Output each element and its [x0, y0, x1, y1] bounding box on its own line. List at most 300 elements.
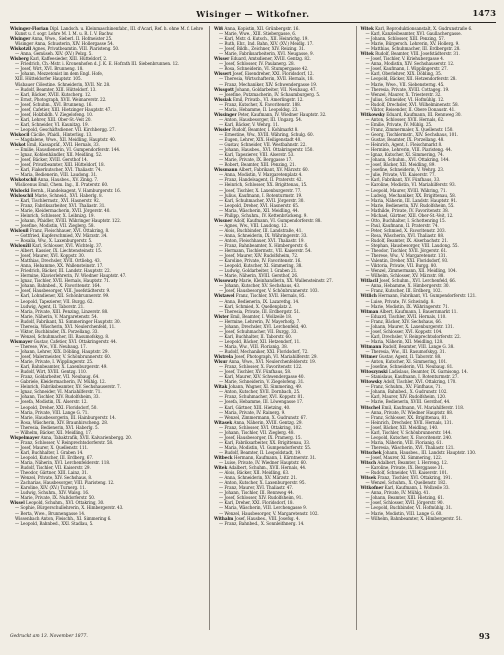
entry-text: — Johann, Mezzetonist im dem Engl. Hofe,	[15, 71, 104, 77]
entry-text: — Theresia, Wäscherin, XVI. Neulerchenfeld, 11.	[15, 323, 116, 329]
entry-text: Josef, Eisendreher, XXI. Floridsdorf, 12.	[232, 71, 314, 77]
entry-text: — Anton, Kutscher, XVII. Dornbach, 25.	[218, 389, 301, 395]
entry-text: Karl, Kaufmann, I. Wollzeile 33.	[384, 485, 450, 491]
entry-text: — Karl, Fabrikant, XV. Fünfhaus, 33.	[365, 177, 441, 183]
entry-text: — Leopold, Kutscher, X. Favoritenstr. 240.	[365, 434, 453, 440]
entry-text: — Johann, Drechsler, XVI. Lerchenfeld, 40.	[218, 323, 308, 329]
entry-text: Franz, Tischler, XVII. Hernals, 85.	[235, 293, 306, 299]
entry-text: Kunst u. f. sogr. Lehre M. I. M. u. R. I. V. Bachw.	[15, 31, 114, 37]
entry-text: — Karl, Dreher, XXI. Floridsdorf, 18.	[218, 500, 294, 506]
entry-surname: Wiskotzil	[10, 46, 32, 52]
entry-text: — Ignaz, Schneider, VI. Mariahilferstr. 71.	[15, 389, 102, 395]
entry-text: — Franz, Schlosser, XX. Brigittenau, 81.	[365, 414, 448, 420]
entry-text: — Karl, Buchhalter, II. Taborstr. 60.	[218, 333, 292, 339]
entry-text: — Rosa, Schneiderin, VI. Stumpergasse 42.	[218, 66, 309, 72]
entry-text: — Karl, Maurer, XIV. Schwendergasse 40.	[218, 374, 305, 380]
entry-text: — Josef, Hausbesorger, VIII. Josefstädterstr. 9.	[15, 288, 111, 294]
entry-text: — Josef, Privatbeamter, XIII. Hütteldorf, 18.	[15, 162, 105, 168]
entry-surname: Witsek	[360, 475, 377, 481]
entry-text: — Ignaz, Kohlenhändler, XII. Meidling, 52.	[15, 152, 103, 158]
entry-text: — Franz, Bäcker, XIV. Sechshaus, 66.	[365, 318, 442, 324]
entry-surname: Wissiak	[213, 96, 232, 102]
entry-text: — Karl, Schuhmacher, XVII. Jörgerstr. 30.	[218, 197, 305, 203]
entry-text: — Maria, Private, XIII. Penzing, Linzerstr. 88.	[15, 308, 109, 314]
entry-text: Bernh., Handelsagent, V. Hamburgerstr. 16.	[30, 187, 121, 193]
running-header	[10, 7, 496, 21]
entry-text: — Rudolf, Mechaniker, XXI. Floridsdorf, 72.	[218, 349, 309, 354]
entry-text: — Theresia, Bedienerin, XVI. Haberlg. 5.	[15, 424, 99, 430]
entry-surname: Wister	[213, 313, 229, 319]
entry-text: — Karl, Fabriksarbeiter, XX. Brigittenau, 33.	[218, 439, 311, 445]
entry-text: — Franz, Fabriksarbeiter, XVI. Thaliastr. 31.	[15, 202, 106, 208]
directory-entry	[361, 516, 497, 521]
entry-text: — Johann, Tischler, VII. Zieglerg. 48.	[218, 429, 295, 435]
entry-text: — Gottfried, Kupferschmied, XV. Märzstr. 34.	[15, 232, 108, 238]
entry-text: Wisbauer Cölestine. Schneiderin, XVII. Nr. 28.	[15, 81, 111, 87]
entry-text: Emil, Beamter, I. Wollzeile 18.	[230, 313, 293, 319]
entry-text: — Rudolf, Tischler, VII. Kaiserstr. 29.	[15, 465, 91, 471]
entry-surname: Wissler	[213, 126, 231, 132]
entry-text: — Wenzel, Schuhm., X. Quellenstr. 182.	[365, 480, 447, 486]
entry-surname: Wisloschil	[10, 192, 34, 198]
entry-text: — Matthias, Schuhmacher, III. Erdbergstr. 28.	[365, 46, 461, 52]
entry-surname: Wissowaty	[213, 278, 238, 284]
entry-text: Ladislaus, Beamter, IX. Garnisong. 14.	[388, 369, 468, 375]
entry-text: — Rosalia, Ww., X. Laxenburgerstr. 5.	[15, 237, 93, 243]
entry-text: — Emilie, Private, IV. Mühlg. 25.	[365, 121, 433, 127]
entry-text: — Wenzel, Zimmermann, X. Gudrunstr. 67.	[218, 414, 308, 420]
entry-surname: Wismayer	[10, 338, 33, 344]
directory-entry	[214, 521, 350, 526]
entry-text: — Josef, Maurer, XVI. Koppstr. 30.	[15, 253, 85, 259]
entry-text: Emil, Kaufmann, VI. Mariahilferstr. 118.	[381, 404, 465, 410]
entry-text: — Karoline, Private, IV. Favoritenstr. 16.	[218, 258, 302, 264]
entry-text: — Johann, Lehrer, XIX. Döbling, Hauptstr. 29.	[15, 349, 109, 354]
entry-text: Adolf, Tischler, XVI. Ottakring, 170.	[383, 379, 457, 385]
entry-text: Albert, Fabrikant, XV. Märzstr. 60.	[238, 167, 309, 173]
entry-text: — Sophie, Bürgerschullehrerin, X. Himbergerstr. 43.	[15, 505, 124, 511]
entry-surname: Wiskot	[10, 142, 26, 148]
entry-text: Eduard, Kaufmann, III. Rennweg 30.	[386, 111, 462, 117]
entry-text: — Josef, Schlosser, XVI. Koppstr. 104.	[365, 328, 443, 334]
entry-surname: Witak	[213, 384, 228, 390]
entry-text: — Marie, Wwe., XIII. Stiebergasse, 6.	[218, 31, 297, 37]
entry-surname: Witmer	[360, 354, 378, 360]
entry-surname: Wisberg	[10, 56, 29, 62]
entry-text: — Marie, Wwe., VII. Siebensterng. 45.	[365, 81, 445, 87]
entry-text: Emil, Privatb., VI. Amerlingstr. 12.	[232, 96, 304, 102]
entry-text: — Leopold, Maurer, XVIII. Währing, 71.	[365, 187, 447, 193]
entry-text: — Josef, Tischler, X. Laxenburgerstr. 77.	[218, 187, 302, 193]
entry-text: — Leopold, Tapezierer, VII. Burgg. 62.	[15, 298, 94, 304]
entry-text: — Marie, Näherin, V. Margaretenstr. 54.	[15, 313, 98, 319]
directory-entry	[10, 521, 203, 526]
entry-text: — Josef, Wirt, XVI. Brunneng. 18.	[15, 66, 84, 72]
entry-text: — Georg, Tischlermstr., XIV. Sechshaus, 101.	[365, 131, 459, 137]
entry-text: — Albert, Kassier, IX. Liechtensteinstr. 15.	[15, 248, 102, 254]
entry-text: — Anna, Modistin, XIV. Sechshauserstr. 12.	[365, 61, 455, 67]
entry-text: — Friedrich, Ch.-Mstr. i. Kronenhofen d. J. K. E. Hofrath III. Siebenbrunnen. 12.	[15, 61, 180, 67]
entry-text: Anna, Wwe., Sieberl. II. Hofmeister 25.	[31, 36, 113, 42]
entry-text: — Josef, Hausbesorger, V. Schönbrunnerstr. 103.	[218, 288, 319, 294]
entry-text: Josef, Schuhm., XVI. Lerchenfeld, 66.	[379, 278, 456, 284]
entry-surname: Wistrela	[213, 354, 234, 360]
entry-text: — Franz, Bahnbed., X. Sonnleithnerg. 14.	[218, 520, 305, 526]
entry-text: Marie, Schneid., XVI. Haberlg. 8.	[34, 192, 103, 198]
entry-text: — Ernst, Photograph, XVII. Weimarerstr. 22.	[15, 96, 107, 102]
entry-text: — Josef, Holzbildh. V. Ziegelofeng. 10.	[15, 111, 94, 117]
entry-surname: Wissert	[213, 71, 232, 77]
entry-text: — Josef, Bildh., Zeichner, XIV. Reizing. 31.	[218, 46, 306, 52]
entry-text: Anna, Näherin, XVIII. Gentzg. 29.	[233, 419, 303, 425]
entry-text: — Hermine, Lehrerin, VIII. Piaristeng. 44.	[365, 147, 452, 153]
entry-surname: Witek	[213, 465, 228, 471]
entry-text: — Viktor, Buchbinder, IX. Porzellang. 33.	[15, 328, 99, 334]
entry-text: — Josef, Schlosser, XIV. Rudolfsheim, 91.	[218, 495, 303, 501]
entry-text: — Viktor, Reisender, II. Obere Donaustr. 41.	[365, 106, 456, 112]
entry-text: — Franz, Schuhm., XV. Fünfhaus, 71.	[365, 384, 442, 390]
entry-text: Johann, Goldarbeiter, VII. Neubaug. 47.	[235, 86, 317, 92]
entry-text: — Maria, Näherin, VIII. Florianig. 61.	[365, 439, 443, 445]
entry-text: — Karoline, Modistin, VI. Mariahilferstr. 93.	[365, 182, 456, 188]
entry-text: — Ludwig, Goldarbeiter, I. Graben 21.	[218, 268, 298, 274]
entry-text: — Gustav, Schneider, VII. Westbahnstr. 22.	[218, 142, 307, 148]
entry-text: — Karl, Maurer, XIV. Rudolfsheim, 120.	[365, 394, 447, 400]
entry-text: — Ignaz, Tischler, XVII. Hernals, Hauptstr. 71.	[15, 278, 111, 284]
entry-text: — Maria, Private, IV. Rainerg. 9.	[218, 409, 286, 415]
entry-text: — Rudolf, Beamter, II. Leopoldstadt, 19.	[218, 449, 302, 455]
entry-text: — Heinrich, Schlosser, XX. Brigittenau, 15.	[218, 182, 308, 188]
entry-text: — Rudolf, Drechsler, XVI. Wilhelminenstr. 58.	[365, 101, 459, 107]
entry-text: — Marie, Bedienerin, XIV. Rudolfsheim, 55.	[365, 202, 455, 208]
entry-text: — Julie, Private, VII. Kaiserstr. 77.	[365, 172, 436, 178]
entry-text: — Josef, Tischler, V. Kriehubergasse 4.	[365, 56, 445, 62]
entry-text: Gustav, Agent, II. Taborstr. 88.	[378, 354, 442, 360]
entry-text: — Luise, Private, IV. Schwindg. 8.	[365, 298, 435, 304]
entry-text: Karl, Kaffeesieder, XIII. Hütteldorf, 2.	[30, 56, 108, 62]
entry-text: — Theodor, Gärtner, XIII. Lainz, 31.	[15, 470, 89, 476]
entry-surname: Witkofner	[360, 485, 384, 491]
page-number: 1473	[472, 9, 496, 19]
entry-surname: Witasek	[213, 419, 233, 425]
entry-text: — Anton, Schlosser, XVII. Hernals, 62.	[365, 116, 445, 122]
entry-text: — Karl, Mstr. d. Kutsch., XII. Heinrichg. 19.	[218, 36, 309, 42]
entry-text: — Josef, Maurer, XIV. Rudolfsheim, 72.	[218, 253, 299, 259]
entry-text: Franz, Fleischhauer, XVI. Ottakring, 8.	[29, 227, 110, 233]
entry-text: — Franz, Mechaniker, XIV. Schwendergasse 19.	[218, 81, 318, 87]
entry-text: — Leopold, Buchbinder, VI. Hofmühlg. 31.	[365, 505, 453, 511]
entry-text: Anna, Wwe., XVI. Neulerchenfelderstr. 19.	[228, 359, 316, 365]
entry-text: — Rosa, Wäscherin, XVI. Thaliastr. 88.	[365, 232, 445, 238]
entry-text: Adalbert, Schuhm., XVII. Hernals, 44.	[228, 465, 307, 471]
entry-text: — Stephan, Hausbesorger, VIII. Laudong. 55.	[365, 243, 459, 249]
entry-text: — Anna, Modistin, V. Margaretenplatz 4.	[218, 172, 303, 178]
entry-text: — Franz, Maurer, XVI. Thaliastr. 47.	[218, 485, 294, 491]
entry-text: — Josef, Schuhm., XVI. Brunneng. 16.	[15, 101, 93, 107]
entry-text: — Agnes, Ww., VIII. Laudong. 12.	[218, 222, 288, 228]
entry-text: — Johann, Bahnbed., X. Favoritenstr. 164.	[15, 283, 101, 289]
entry-text: — Hermine, Lehrerin, IV. Mayerhofg. 7.	[218, 318, 301, 324]
entry-text: — Anna, Gemüseh. XIV. (XV.) Pelzg. 5.	[15, 51, 93, 57]
entry-text: — Marie, Modistin, IX. Währingerstr. 71.	[365, 303, 449, 309]
entry-text: — Johann, Kutscher, XV. Sechshaus, 43.	[218, 283, 301, 289]
entry-text: — Ludwig, Mechaniker, XX. Brigittenau, 58.	[365, 192, 456, 198]
entry-surname: Witek	[360, 51, 374, 57]
entry-text: — Anna, Schneiderin, XV. Märzstr. 21.	[218, 475, 298, 481]
entry-text: — Josef, Bäcker, XII. Meidling, 89.	[365, 162, 436, 168]
entry-text: — Wenzel, Maurer, X. Triesterstr. 32.	[365, 91, 442, 97]
entry-text: Josef, Hausbes., VIII. Josefsg. 4.	[234, 515, 300, 521]
entry-text: — Rosa, Wäscherin, XIV. Braunhirscheng. 28.	[15, 419, 109, 425]
entry-text: Emil, Kassapräf., XVII. Hernals, 33.	[27, 142, 100, 148]
entry-text: — Josef, Maurer, X. Quellenstr. 111.	[15, 444, 89, 450]
entry-text: — Rudolf, Beamter, IX. Alserbachstr. 21.	[365, 237, 449, 243]
entry-text: — Josef, Hausbesorger, IX. Pramerg. 15.	[218, 434, 302, 440]
entry-text: — Karl, Kanzleibeamter, XVI. Gaullachergasse.	[365, 31, 462, 37]
entry-text: — Wilhelm, Bäcker, XII. Meidling, 17.	[15, 429, 93, 435]
entry-surname: Witowsky	[360, 379, 383, 385]
entry-text: — Anna, Private, IV. Mühlg. 41.	[365, 490, 430, 496]
entry-text: — Maria, Modistin, VI. Gumpendorferstr. 55.	[218, 444, 312, 450]
entry-text: — Leopold, Bäcker, XII. Hetzendorf, 11.	[218, 338, 301, 344]
entry-text: — Johann, Bahnbed., X. Gudrunstr. 102.	[365, 389, 448, 395]
column-2	[209, 26, 350, 630]
entry-text: — Wenzel, Schuhmacher, III. Rasumofskyg. 8.	[15, 333, 110, 339]
entry-text: — Therese, Ww., V. Margaretenstr. 131.	[365, 253, 447, 259]
entry-text: — Luise, Private, IV. Wiedner Hauptstr. 60.	[218, 460, 308, 466]
entry-text: — Josef, Cafetier, XIII. Hietzinger Hauptstr. 47.	[15, 106, 112, 112]
entry-text: — Josef, Bäcker, XII. Meidling, 140.	[365, 424, 439, 430]
entry-text: — Josef, Schuhmacher, VII. Burgg. 33.	[218, 328, 298, 334]
entry-text: — Marie, Fabriksarbeiterin, XVI. Neugasse, 9.	[218, 51, 314, 57]
entry-text: — Leopold, Dreher, XVI. Hasnerstr. 65.	[218, 202, 300, 208]
entry-text: — Johann, Schuhm., XVI. Ottakring, 144.	[365, 157, 450, 163]
entry-surname: Witschek	[360, 449, 382, 455]
entry-text: — Otto, Buchhalter, I. Schottenring 15.	[365, 217, 446, 223]
entry-text: — Johann, Pfaidler, XVIII. Währinger Hauptstr. 122.	[15, 217, 121, 223]
entry-text: Rudolf, Beamter, VIII. Josefstädterstr. 31.	[375, 51, 460, 57]
entry-text: Cäcilie, Pfaidl., Hinterlisg. 13.	[30, 131, 93, 137]
entry-text: Adolf, Kaufmann, VI. Gumpendorferstr. 88.	[233, 217, 322, 223]
entry-text: — Franz, Kutscher, X. Favoritenstr. 188.	[218, 101, 302, 107]
entry-text: Karl, Schlosser, XVI. Wichtelg. 37.	[32, 243, 103, 249]
entry-text: — Franz, Zimmermaler, X. Quellenstr. 150.	[365, 126, 454, 132]
entry-text: — Johann, Schlosser, XIII. Penzing, 57.	[365, 36, 446, 42]
entry-text: — Leopold, Dreher, XXI. Floridsdorf, 50.	[15, 404, 98, 410]
entry-text: — Gabriele, Kleidermacherin, IV. Mühlg. 12.	[15, 379, 106, 385]
entry-surname: Wislocki	[10, 187, 30, 193]
entry-text: — Karl, Schneider, VI. Kaunitzg. 19.	[15, 121, 89, 127]
entry-text: Anna, Tabaktrafik, XVII. Kalvarienbergg. 20.	[40, 434, 133, 440]
entry-surname: Wisinger-Florian	[10, 26, 49, 31]
entry-text: — Franz, Goldarbeiter, VII. Neubaug. 64.	[15, 374, 100, 380]
entry-text: — Theresia, Private, XVIII. Cottageg. 19.	[365, 86, 450, 92]
entry-text: — Mathilde, Private, IV. Favoritenstr. 38.	[365, 207, 449, 213]
entry-text: — Maria, Näherin, III. Landstr. Hauptstr. 91.	[365, 197, 458, 203]
entry-text: — Marie, Private, I. Wipplingerstr. 25.	[15, 359, 94, 365]
entry-surname: Wissinger	[213, 111, 237, 117]
entry-text: — Theodor, Tischler, XVII. Jörgerstr. 61.	[365, 248, 448, 254]
entry-text: — Anna, Bedienerin, IX. Lazarethg. 14.	[218, 298, 300, 304]
entry-text: — Maria, Wäscherin, VIII. Lerchengasse 9.	[218, 505, 307, 511]
entry-text: — Friedrich, Bäcker, III. Landstr. Hauptstr. 22.	[15, 268, 111, 274]
entry-surname: Wissner	[213, 217, 233, 223]
entry-text: — Josefa, Modistin, IX. Alserstr. 12.	[15, 399, 88, 405]
entry-text: — Anton, Fleischhauer, XVI. Thaliastr. 19.	[218, 237, 305, 243]
entry-text: — Eduard, Tischler, XVII. Hernals, 110.	[365, 313, 447, 319]
entry-text: — Anna, Hebamme, X. Himbergerstr. 30.	[365, 283, 450, 289]
entry-text: — Ernestine, Ww., XVIII. Währing, Schulg. 60.	[218, 131, 314, 137]
entry-text: — Karl, Bäcker, XVIII. Kutscherg. 12.	[15, 91, 92, 97]
entry-surname: Witkowsky	[360, 111, 385, 117]
entry-surname: Witlich	[360, 293, 377, 299]
entry-text: — Johann, Tischler, XIV. Rudolfsheim, 33.	[15, 394, 100, 400]
entry-surname: Wissgott	[213, 86, 234, 92]
entry-text: Rudolf, Beamter, VIII. Lange G. 38.	[382, 343, 455, 349]
entry-text: — Karl, Gärtner, XIII. Hietzing, 40.	[218, 404, 291, 410]
entry-text: Wislicenus Emil, Chem. Ing., II. Praterstr. 60.	[15, 182, 109, 188]
entry-text: XIII. Hütteldorfer Hauptstr. 105.	[15, 76, 82, 82]
entry-surname: Witschel	[360, 404, 381, 410]
entry-text: — Josef, Maurer, XI. Simmering, 122.	[365, 454, 443, 460]
entry-text: — Stanislaus, Kaufmann, I. Rotenturmstr. 27.	[365, 374, 459, 380]
entry-text: Franz, Tischler, XVI. Ottakring, 191.	[377, 475, 452, 481]
entry-text: — Franz, Schlosser, X. Favoritenstr. 122.	[218, 364, 303, 370]
entry-text: — Marie, Bedienerin, XVIII. Gersthof, 44.	[365, 399, 451, 405]
entry-text: Anna, Kopistin, XII. Grünbergstr. 16.	[224, 26, 300, 31]
entry-text: — Hermann, Tischlermstr., VII. Kaiserstr. 54.	[218, 248, 312, 254]
entry-text: — Heinrich, Fabriksbeamter, XV. Sechshauserstr. 7.	[15, 384, 121, 390]
entry-surname: Wiskocil	[10, 131, 30, 137]
entry-text: Anna, Hausbes., XV. Zinkg. 7.	[37, 177, 99, 183]
print-date-note: Gedruckt am 13. November 1877.	[10, 634, 88, 639]
entry-text: — Emilie, Hausdienerin, VI. Gumpendorferstr. 144.	[15, 147, 121, 153]
entry-text: Wisinger Anna, Schusterin, XIV. Hollergasse 54.	[15, 41, 114, 47]
entry-surname: Wiskotschil	[10, 177, 37, 183]
entry-text: Josef, Photograph, VI. Mariahilferstr. 29.	[234, 354, 318, 360]
entry-text: — Philipp, Schuhm., IV. Kettenbrückeng. 9.	[218, 212, 308, 218]
entry-text: — Karl, Buchhalter, I. Graben 14.	[15, 449, 84, 455]
entry-text: — Maria, Hebamme, II. Leopoldsg. 23.	[218, 106, 299, 112]
entry-text: — Maria, Private, VIII. Lange G. 71.	[15, 409, 89, 415]
entry-text: — Theresia, Wäscherin, XVI. Thaliastr. 121.	[365, 444, 455, 450]
entry-text: — Karl, Tischler, V. Schönbrunnerstr. 144.	[365, 429, 452, 435]
entry-text: — Therese, Ww., VII. Neubaug. 17.	[15, 343, 87, 349]
entry-text: — Marie, Modistin, VIII. Lange G. 60.	[365, 510, 443, 516]
entry-surname: Wisur	[213, 359, 228, 365]
entry-text: — Johann, Hausbes., XVI. Ottakringerstr. 150.	[218, 147, 314, 153]
entry-text: — Anton, Hausbesorger, III. Ungarg. 54.	[218, 116, 303, 122]
entry-text: — Rudolf, Wirt, XVIII. Gentzg. 110.	[15, 369, 88, 375]
entry-surname: Wiß	[213, 26, 224, 31]
entry-text: — Ignaz, Kutscher, XI. Simmering, 74.	[365, 152, 444, 158]
entry-surname: Wisloužil	[10, 243, 31, 249]
entry-text: — Leopold, Bahnbed., XXI. Stadlau, 5.	[15, 520, 94, 526]
signature-mark: 93	[478, 631, 490, 641]
entry-text: Dipl. Landsch. u. Kleinmaschinenfabr., III. d'Acarl, Ref. h. ohne M. f. Lehre	[49, 26, 203, 31]
entry-text: — Franz, Kutscher, III. Erdberg, 102.	[365, 288, 442, 294]
entry-text: — Ludwig, Schuhm., XIV. Walsg. 16.	[15, 490, 90, 496]
entry-text: — Josef, Bäcker, XVIII. Gersthof 14.	[15, 157, 88, 163]
entry-surname: Wislouil	[10, 227, 29, 233]
entry-text: — Wenzel, Private, XIV. Sechshaus, 8.	[15, 475, 93, 481]
entry-text: — Leopold, Geschäftsdiener. VII. Kirchbergg. 27.	[15, 126, 116, 132]
entry-text: Leopold, Schuhm., XVI. Ottakring, 30.	[26, 500, 105, 506]
entry-text: Johann, Wagner, XI. Simmering, 49.	[228, 384, 303, 390]
entry-text: — Maria, Näherin, XII. Meidling, 128.	[365, 338, 444, 344]
entry-text: — Peter, Schmied, X. Favoritenstr. 203.	[365, 227, 446, 233]
entry-text: — Theresia, Private, III. Erdbergstr. 51.	[218, 308, 301, 314]
entry-text: — Eugen, Lehrer, XIX. Heiligenstadt 40.	[218, 137, 302, 143]
entry-text: — Karl, Drechsler, V. Reinprechtsdorferstr. 22.	[365, 333, 461, 339]
entry-surname: Witoszynski	[360, 369, 388, 375]
entry-text: — Josefine, Schneiderin, VII. Neubaug. 81.	[365, 364, 454, 370]
entry-surname: Witek	[360, 26, 374, 31]
entry-text: — Marie, Private, IX. Berggasse 17.	[218, 157, 293, 163]
entry-text: — Wenzel, Hausbesorger, V. Margaretenstr. 102.	[218, 510, 319, 516]
entry-text: — Theresia, Ww., III. Rasumofskyg. 31.	[365, 349, 446, 354]
entry-text: — Josef, Schlosser, IV. Paulanerg. 28.	[218, 61, 295, 67]
entry-text: Wissenbach Anton, Fleischh., XI. Simmering 6.	[15, 515, 112, 521]
entry-text: — Karl, Tischlermstr., XVI. Hasnerstr. 92.	[15, 197, 101, 203]
entry-text: — Johann, Tischler, III. Rennweg 44.	[218, 490, 295, 496]
entry-text: — Franz, Schlosser, XVI. Ottakring, 102.	[218, 424, 303, 430]
entry-columns	[10, 26, 496, 630]
entry-text: Johann, Hausbes., III. Landstr. Hauptstr. 130.	[382, 449, 477, 455]
directory-page	[10, 7, 496, 647]
entry-text: Albert, Kaufmann, I. Bauernmarkt 11.	[379, 308, 458, 314]
entry-text: — Marie, Näherin, XVIII. Gersthof, 26.	[218, 273, 299, 279]
entry-surname: Wisinger	[10, 36, 31, 42]
entry-text: — Wilhelm, Bahnbeamter, X. Himbergerstr. 51.	[365, 515, 463, 521]
entry-text: Hermann, Fabrikant, VI. Gumpendorferstr. 121.	[378, 293, 477, 299]
entry-text: — Josefine, Putzmacherin, IV. Schaumburgerg. 5.	[218, 91, 321, 97]
entry-text: Hermann, Kaufmann, I. Kärntnerstr. 31.	[233, 454, 317, 460]
entry-text: Agnes, Privatbeamtin. VIII. Piaristeng. 50.	[32, 46, 120, 52]
entry-text: — Karl, Oberlehrer, XIX. Döbling, 35.	[365, 71, 442, 77]
entry-text: — Gustav, Beamter, IX. Porzellang. 48.	[365, 137, 445, 143]
entry-text: — Marie, Schneiderin, V. Ziegelofeng. 31.	[218, 379, 305, 385]
entry-surname: Witbeck	[213, 454, 233, 460]
entry-text: — Heinrich, Agent, I. Fleischmarkt 8.	[365, 142, 443, 148]
entry-surname: Wispelmayer	[10, 434, 40, 440]
entry-text: — Robert, Beamter, XIII. Penzing, 21.	[218, 162, 296, 168]
entry-text: — Josef, Malermeister, V. Schönbrunnerstr. 60.	[15, 354, 111, 360]
entry-text: — Zacharias, Hausbesorger, VIII. Piaristeng. 12.	[15, 480, 115, 486]
entry-text: — Alois, Bäcker, XII. Meidling, 63.	[218, 470, 290, 476]
entry-text: Peter, Kaufmann, IV. Wiedner Hauptstr. 32.	[237, 111, 327, 117]
entry-text: — Matthias, Drechsler, XVII. Ortliebg. 43.	[15, 258, 101, 264]
entry-text: — Karl, Bahnbeamter, X. Laxenburgerstr. 49.	[15, 364, 108, 370]
entry-text: — Maria, Ww., VIII. Florianig. 38.	[218, 343, 288, 349]
entry-text: Karl, Reproduktionsanstalt, X. Gudrunstraße 6.	[375, 26, 473, 31]
entry-text: — Josefine, Schneiderin, V. Wehrg. 23.	[365, 167, 445, 173]
entry-text: — Paul, Kaufmann, II. Praterstr. 74.	[365, 222, 439, 228]
entry-text: — Josef, Tischler, XV. Fünfhaus, 58.	[218, 369, 292, 375]
entry-surname: Withalm	[213, 515, 234, 521]
entry-text: Eduard, Amtsdiener, XVIII. Gentzg. 82.	[230, 56, 311, 62]
entry-text: Adalbert, Beamter, I. Herreng. 12.	[377, 460, 448, 466]
entry-text: — Leopold, Bäcker, XII. Hetzendorferstr. 28.	[365, 76, 457, 82]
entry-text: — Franz, Schlosser, V. Reinprechtsdorferstr. 58.	[15, 439, 114, 445]
entry-text: — Rudolf, Schneider, VII. Kaiserstr. 101.	[365, 470, 449, 476]
entry-text: — Rudolf, Beamter, XIII. Hütteldorf. 13.	[15, 86, 97, 92]
entry-text: — Leopold, Kutscher, XI. Simmering, 38.	[218, 263, 303, 269]
entry-text: — Franz, Handelsagent, II. Praterstr. 42.	[218, 177, 303, 183]
entry-text: — Ludwig, Agent, II. Taborstr. 21.	[15, 303, 85, 309]
entry-text: — Josefa, Hebamme, III. Löwengasse 17.	[218, 399, 304, 405]
entry-text: — Johann, Beamter, XIII. Hietzing, 61.	[365, 495, 445, 501]
